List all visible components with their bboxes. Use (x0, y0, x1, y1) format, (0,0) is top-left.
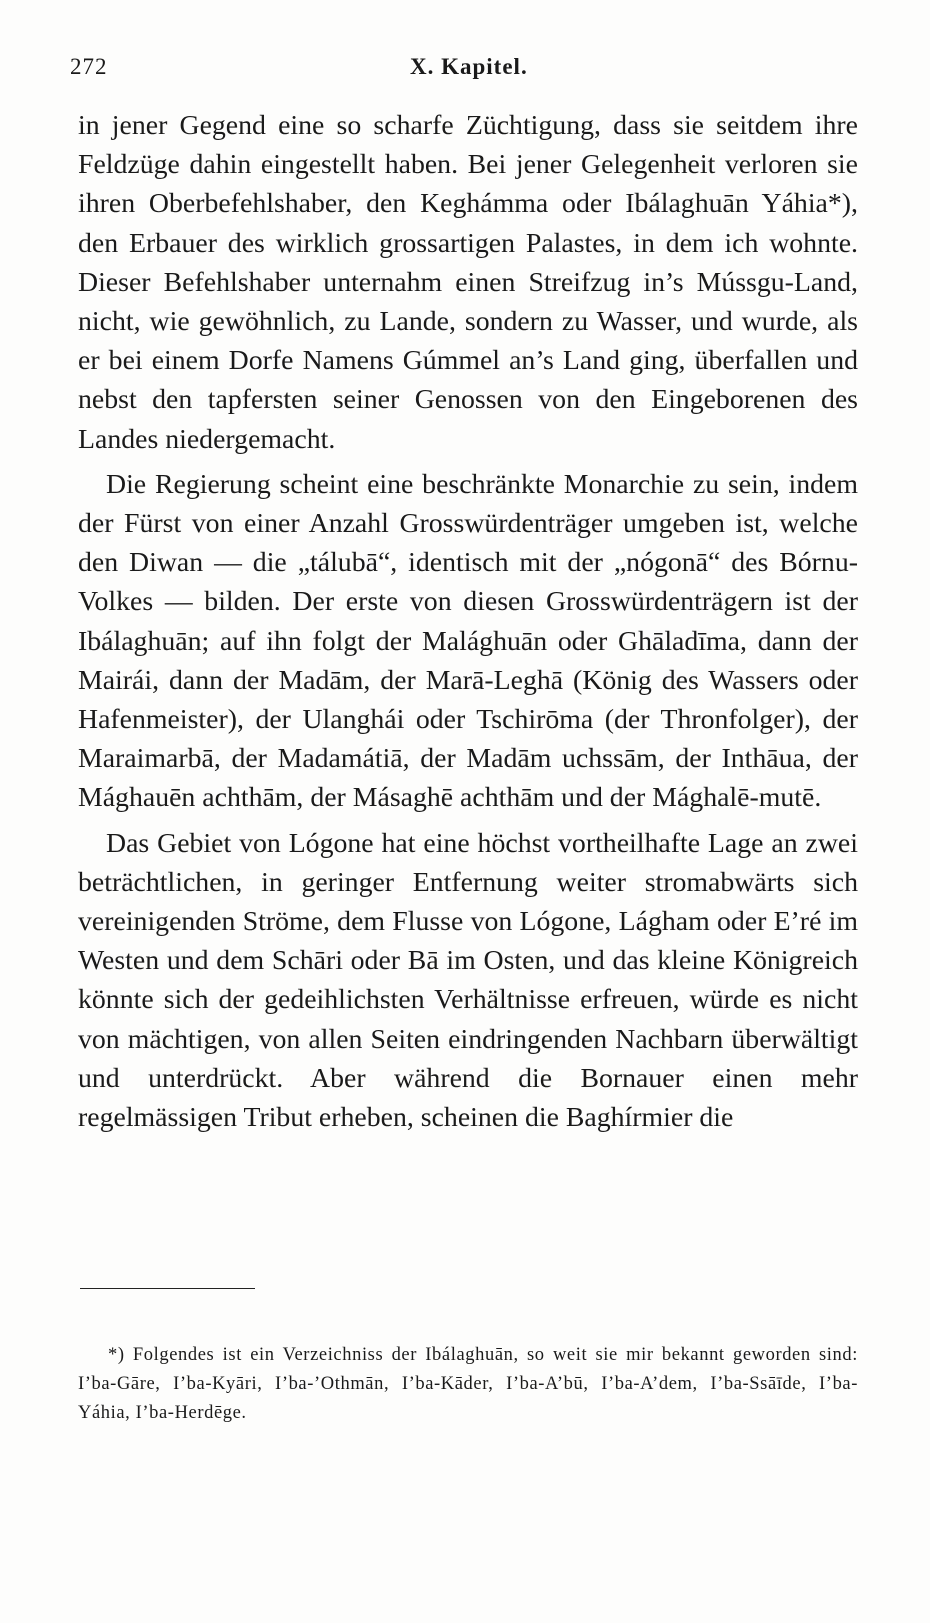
running-head: X. Kapitel. (410, 54, 528, 79)
paragraph-1: in jener Gegend eine so scharfe Züchtigung, dass sie seitdem ihre Feldzüge dahin eingestellt haben. Bei jener Gelegenheit verloren sie ihren Oberbefehlshaber, den Keghámma oder Ibálaghuān Yáhia*), den Erbauer des wirklich grossartigen Palastes, in dem ich wohnte. Dieser Befehlshaber unternahm einen Streifzug in’s Mússgu-Land, nicht, wie gewöhnlich, zu Lande, sondern zu Wasser, und wurde, als er bei einem Dorfe Namens Gúmmel an’s Land ging, überfallen und nebst den tapfersten seiner Genossen von den Eingeborenen des Landes niedergemacht. (78, 110, 858, 455)
body-text (78, 106, 858, 1137)
paragraph-2: Die Regierung scheint eine beschränkte Monarchie zu sein, indem der Fürst von einer Anzahl Grosswürdenträger umgeben ist, welche den Diwan — die „tálubā“, identisch mit der „nógonā“ des Bórnu-Volkes — bilden. Der erste von diesen Grosswürdenträgern ist der Ibálaghuān; auf ihn folgt der Malághuān oder Ghāladīma, dann der Mairái, dann der Madām, der Marā-Leghā (König des Wassers oder Hafenmeister), der Ulanghái oder Tschirōma (der Thronfolger), der Maraimarbā, der Madamátiā, der Madām uchssām, der Inthāua, der Mághauēn achthām, der Másaghē achthām und der Mághalē-mutē. (78, 468, 858, 814)
page-number: 272 (70, 54, 108, 79)
page-header (70, 48, 850, 84)
footnote-divider (80, 1288, 255, 1289)
paragraph-3: Das Gebiet von Lógone hat eine höchst vortheilhafte Lage an zwei beträchtlichen, in geringer Entfernung weiter stromabwärts sich vereinigenden Ströme, dem Flusse von Lógone, Lágham oder E’ré im Westen und dem Schāri oder Bā im Osten, und das kleine Königreich könnte sich der gedeihlichsten Verhältnisse erfreuen, würde es nicht von mächtigen, von allen Seiten eindringenden Nachbarn überwältigt und unterdrückt. Aber während die Bornauer einen mehr regelmässigen Tribut erheben, scheinen die Baghírmier die (78, 827, 858, 1134)
footnote: *) Folgendes ist ein Verzeichniss der Ibálaghuān, so weit sie mir bekannt geworden sind: I’ba-Gāre, I’ba-Kyāri, I’ba-’Othmān, I’ba-Kāder, I’ba-A’bū, I’ba-A’dem, I’ba-Ssāīde, I’ba-Yáhia, I’ba-Herdēge. (78, 1344, 858, 1423)
